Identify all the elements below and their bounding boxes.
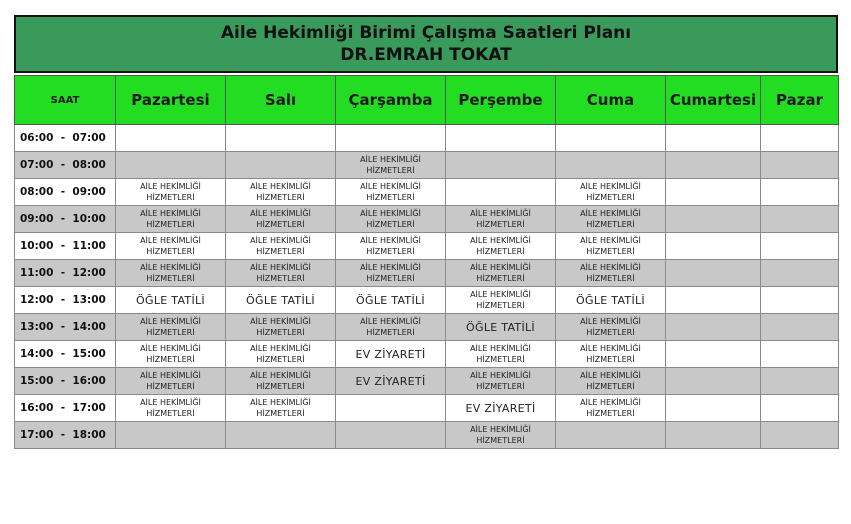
col-header-sali: Salı — [226, 76, 336, 125]
cell-persembe — [446, 395, 556, 422]
table-row — [15, 287, 839, 314]
table-row — [15, 368, 839, 395]
table-row — [15, 233, 839, 260]
cell-cuma — [556, 233, 666, 260]
col-header-pazar: Pazar — [761, 76, 839, 125]
cell-cumartesi — [666, 422, 761, 449]
cell-sali — [226, 395, 336, 422]
cell-cuma — [556, 341, 666, 368]
cell-cumartesi — [666, 179, 761, 206]
cell-cumartesi — [666, 152, 761, 179]
cell-cuma — [556, 179, 666, 206]
cell-pazartesi — [116, 206, 226, 233]
schedule-body — [15, 125, 839, 449]
time-slot: 17:00 - 18:00 — [15, 422, 116, 449]
cell-cuma — [556, 287, 666, 314]
cell-pazartesi — [116, 314, 226, 341]
cell-text: ÖĞLE TATİLİ — [136, 293, 205, 307]
cell-text: AİLE HEKİMLİĞİ HİZMETLERİ — [250, 398, 311, 418]
cell-cuma — [556, 125, 666, 152]
cell-cuma — [556, 395, 666, 422]
table-row — [15, 422, 839, 449]
cell-pazar — [761, 233, 839, 260]
cell-cumartesi — [666, 233, 761, 260]
cell-sali — [226, 206, 336, 233]
cell-text: AİLE HEKİMLİĞİ HİZMETLERİ — [360, 182, 421, 202]
cell-pazar — [761, 260, 839, 287]
cell-text: AİLE HEKİMLİĞİ HİZMETLERİ — [580, 236, 641, 256]
cell-pazartesi — [116, 368, 226, 395]
cell-pazartesi — [116, 260, 226, 287]
table-row — [15, 341, 839, 368]
cell-persembe — [446, 125, 556, 152]
cell-cumartesi — [666, 260, 761, 287]
cell-text: EV ZİYARETİ — [355, 347, 426, 361]
cell-text: AİLE HEKİMLİĞİ HİZMETLERİ — [360, 209, 421, 229]
cell-carsamba — [336, 179, 446, 206]
cell-text: ÖĞLE TATİLİ — [466, 320, 535, 334]
cell-text: AİLE HEKİMLİĞİ HİZMETLERİ — [140, 236, 201, 256]
cell-pazartesi — [116, 179, 226, 206]
time-slot: 13:00 - 14:00 — [15, 314, 116, 341]
cell-sali — [226, 287, 336, 314]
cell-pazar — [761, 152, 839, 179]
cell-persembe — [446, 368, 556, 395]
cell-carsamba — [336, 341, 446, 368]
cell-text: AİLE HEKİMLİĞİ HİZMETLERİ — [140, 209, 201, 229]
cell-text: AİLE HEKİMLİĞİ HİZMETLERİ — [250, 344, 311, 364]
cell-text: AİLE HEKİMLİĞİ HİZMETLERİ — [580, 317, 641, 337]
col-header-cumartesi: Cumartesi — [666, 76, 761, 125]
table-row — [15, 179, 839, 206]
title-band — [14, 15, 838, 73]
cell-text: AİLE HEKİMLİĞİ HİZMETLERİ — [140, 344, 201, 364]
cell-pazartesi — [116, 341, 226, 368]
cell-text: AİLE HEKİMLİĞİ HİZMETLERİ — [470, 236, 531, 256]
cell-pazar — [761, 395, 839, 422]
cell-cuma — [556, 260, 666, 287]
cell-carsamba — [336, 152, 446, 179]
cell-pazartesi — [116, 395, 226, 422]
cell-text: AİLE HEKİMLİĞİ HİZMETLERİ — [580, 263, 641, 283]
cell-pazar — [761, 206, 839, 233]
cell-text: AİLE HEKİMLİĞİ HİZMETLERİ — [140, 263, 201, 283]
cell-cuma — [556, 368, 666, 395]
cell-text: AİLE HEKİMLİĞİ HİZMETLERİ — [470, 290, 531, 310]
cell-cumartesi — [666, 206, 761, 233]
cell-text: AİLE HEKİMLİĞİ HİZMETLERİ — [470, 371, 531, 391]
cell-cumartesi — [666, 341, 761, 368]
cell-text: EV ZİYARETİ — [465, 401, 536, 415]
doctor-name: DR.EMRAH TOKAT — [340, 45, 512, 65]
table-row — [15, 395, 839, 422]
time-slot: 06:00 - 07:00 — [15, 125, 116, 152]
time-slot: 14:00 - 15:00 — [15, 341, 116, 368]
cell-text: AİLE HEKİMLİĞİ HİZMETLERİ — [360, 155, 421, 175]
cell-pazartesi — [116, 233, 226, 260]
cell-cuma — [556, 206, 666, 233]
cell-cumartesi — [666, 395, 761, 422]
cell-sali — [226, 152, 336, 179]
table-row — [15, 260, 839, 287]
cell-text: ÖĞLE TATİLİ — [576, 293, 645, 307]
time-slot: 15:00 - 16:00 — [15, 368, 116, 395]
cell-pazar — [761, 314, 839, 341]
cell-text: AİLE HEKİMLİĞİ HİZMETLERİ — [250, 263, 311, 283]
cell-text: AİLE HEKİMLİĞİ HİZMETLERİ — [250, 371, 311, 391]
cell-sali — [226, 341, 336, 368]
cell-text: AİLE HEKİMLİĞİ HİZMETLERİ — [580, 209, 641, 229]
cell-persembe — [446, 287, 556, 314]
cell-cumartesi — [666, 314, 761, 341]
time-slot: 10:00 - 11:00 — [15, 233, 116, 260]
cell-carsamba — [336, 125, 446, 152]
cell-text: AİLE HEKİMLİĞİ HİZMETLERİ — [360, 317, 421, 337]
cell-carsamba — [336, 395, 446, 422]
table-row — [15, 314, 839, 341]
cell-persembe — [446, 233, 556, 260]
cell-carsamba — [336, 233, 446, 260]
cell-carsamba — [336, 260, 446, 287]
cell-text: AİLE HEKİMLİĞİ HİZMETLERİ — [250, 236, 311, 256]
cell-text: AİLE HEKİMLİĞİ HİZMETLERİ — [140, 371, 201, 391]
cell-persembe — [446, 260, 556, 287]
cell-sali — [226, 233, 336, 260]
cell-sali — [226, 179, 336, 206]
cell-text: AİLE HEKİMLİĞİ HİZMETLERİ — [140, 398, 201, 418]
col-header-persembe: Perşembe — [446, 76, 556, 125]
time-slot: 11:00 - 12:00 — [15, 260, 116, 287]
cell-text: AİLE HEKİMLİĞİ HİZMETLERİ — [140, 317, 201, 337]
cell-text: AİLE HEKİMLİĞİ HİZMETLERİ — [470, 209, 531, 229]
cell-sali — [226, 314, 336, 341]
cell-persembe — [446, 314, 556, 341]
cell-pazartesi — [116, 125, 226, 152]
page-title: Aile Hekimliği Birimi Çalışma Saatleri Planı — [220, 23, 632, 43]
time-slot: 07:00 - 08:00 — [15, 152, 116, 179]
cell-sali — [226, 368, 336, 395]
col-header-pazartesi: Pazartesi — [116, 76, 226, 125]
cell-pazar — [761, 368, 839, 395]
cell-text: AİLE HEKİMLİĞİ HİZMETLERİ — [580, 398, 641, 418]
cell-text: AİLE HEKİMLİĞİ HİZMETLERİ — [470, 263, 531, 283]
table-row — [15, 125, 839, 152]
cell-cuma — [556, 314, 666, 341]
time-slot: 08:00 - 09:00 — [15, 179, 116, 206]
cell-text: ÖĞLE TATİLİ — [246, 293, 315, 307]
cell-persembe — [446, 206, 556, 233]
time-slot: 12:00 - 13:00 — [15, 287, 116, 314]
cell-cuma — [556, 152, 666, 179]
cell-carsamba — [336, 206, 446, 233]
cell-cumartesi — [666, 368, 761, 395]
col-header-cuma: Cuma — [556, 76, 666, 125]
cell-text: AİLE HEKİMLİĞİ HİZMETLERİ — [250, 317, 311, 337]
cell-persembe — [446, 179, 556, 206]
table-row — [15, 206, 839, 233]
cell-pazartesi — [116, 152, 226, 179]
cell-persembe — [446, 152, 556, 179]
col-header-saat: SAAT — [15, 76, 116, 125]
cell-cumartesi — [666, 125, 761, 152]
cell-text: AİLE HEKİMLİĞİ HİZMETLERİ — [580, 371, 641, 391]
cell-text: AİLE HEKİMLİĞİ HİZMETLERİ — [250, 209, 311, 229]
cell-pazar — [761, 422, 839, 449]
cell-cuma — [556, 422, 666, 449]
cell-text: AİLE HEKİMLİĞİ HİZMETLERİ — [140, 182, 201, 202]
cell-sali — [226, 422, 336, 449]
cell-pazar — [761, 179, 839, 206]
col-header-carsamba: Çarşamba — [336, 76, 446, 125]
cell-sali — [226, 260, 336, 287]
cell-cumartesi — [666, 287, 761, 314]
cell-pazar — [761, 341, 839, 368]
cell-persembe — [446, 341, 556, 368]
cell-text: AİLE HEKİMLİĞİ HİZMETLERİ — [360, 236, 421, 256]
cell-carsamba — [336, 368, 446, 395]
cell-pazar — [761, 287, 839, 314]
schedule-table — [14, 75, 839, 449]
cell-pazar — [761, 125, 839, 152]
cell-carsamba — [336, 422, 446, 449]
table-row — [15, 152, 839, 179]
header-row — [15, 76, 839, 125]
cell-carsamba — [336, 287, 446, 314]
cell-text: AİLE HEKİMLİĞİ HİZMETLERİ — [470, 344, 531, 364]
cell-text: AİLE HEKİMLİĞİ HİZMETLERİ — [250, 182, 311, 202]
cell-text: AİLE HEKİMLİĞİ HİZMETLERİ — [470, 425, 531, 445]
cell-carsamba — [336, 314, 446, 341]
cell-sali — [226, 125, 336, 152]
cell-pazartesi — [116, 422, 226, 449]
time-slot: 09:00 - 10:00 — [15, 206, 116, 233]
cell-persembe — [446, 422, 556, 449]
schedule-sheet — [14, 15, 838, 449]
cell-text: EV ZİYARETİ — [355, 374, 426, 388]
cell-text: AİLE HEKİMLİĞİ HİZMETLERİ — [580, 182, 641, 202]
cell-text: AİLE HEKİMLİĞİ HİZMETLERİ — [360, 263, 421, 283]
time-slot: 16:00 - 17:00 — [15, 395, 116, 422]
cell-pazartesi — [116, 287, 226, 314]
cell-text: ÖĞLE TATİLİ — [356, 293, 425, 307]
cell-text: AİLE HEKİMLİĞİ HİZMETLERİ — [580, 344, 641, 364]
